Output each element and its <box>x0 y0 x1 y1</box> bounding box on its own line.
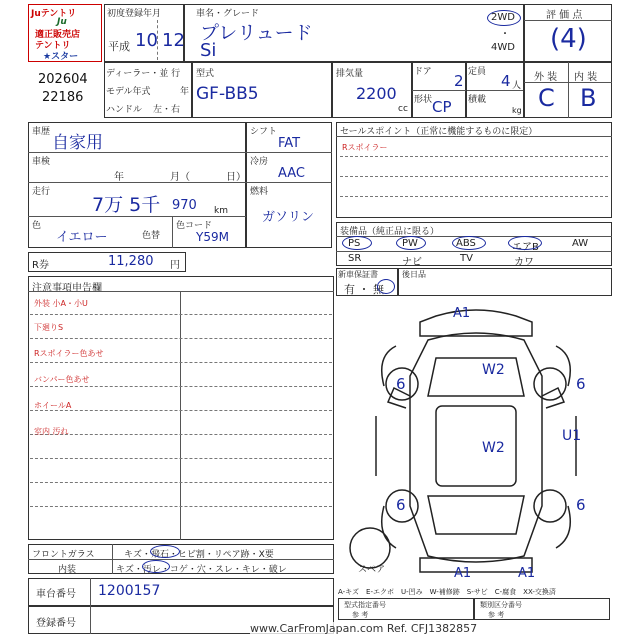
note-item-3: Rスポイラー色あせ <box>34 349 104 358</box>
logo-shop-name: 適正販売店 <box>35 30 81 40</box>
damage-legend: A-キズ E-エクボ U-凹み W-補修跡 S-サビ C-腐食 XX-交換済 <box>338 588 556 596</box>
equip-navi: ナビ <box>402 257 422 268</box>
legend-3a: 類別区分番号 <box>480 601 522 609</box>
yen-unit: 円 <box>170 260 180 271</box>
mileage-value: 7万 5千 <box>92 194 161 216</box>
car-name: プレリュード <box>200 22 313 44</box>
model-year-label: モデル年式 <box>106 87 151 97</box>
color-label: 色 <box>32 221 42 231</box>
equip-airbag: エアB <box>512 242 539 253</box>
diagram-mark-roof: W2 <box>482 440 505 456</box>
sales-point-item: Rスポイラー <box>342 143 388 152</box>
handle-opts: 左・右 <box>153 105 181 115</box>
legend-3b: 参 考 <box>488 611 505 619</box>
interior-circle <box>142 560 170 573</box>
diagram-mark-right: U1 <box>562 428 582 444</box>
door-label: ドア <box>414 67 432 77</box>
equip-ps-circle <box>342 236 372 250</box>
shape-value: CP <box>432 98 452 116</box>
equip-tv: TV <box>460 253 473 264</box>
ext-grade: C <box>538 84 555 112</box>
capacity-value: 4 <box>501 72 511 90</box>
ac-label: 冷房 <box>250 157 269 167</box>
recycle-value: 11,280 <box>108 254 154 269</box>
notes-label: 注意事項申告欄 <box>32 283 102 294</box>
logo-shop-ju: Ju <box>57 17 67 27</box>
equipment-label: 装備品（純正品に限る） <box>340 227 440 237</box>
warranty-none-circle <box>377 279 395 294</box>
warranty-value: 有 ・ 無 <box>344 283 384 296</box>
shift-label: シフト <box>250 127 278 137</box>
fuel-label: 燃料 <box>250 187 269 197</box>
inspection-year: 年 <box>114 172 124 183</box>
ac-value: AAC <box>278 166 305 181</box>
logo-brand: Juテントリ <box>31 9 77 19</box>
int-label: 内 装 <box>574 72 598 83</box>
kg-unit: kg <box>512 106 522 115</box>
later-label: 後日品 <box>402 270 426 279</box>
fuel-value: ガソリン <box>262 210 315 225</box>
note-item-4: バンパー色あせ <box>34 375 90 384</box>
diagram-mark-top: A1 <box>453 306 471 321</box>
equip-sr: SR <box>348 253 362 264</box>
inspection-day: 日） <box>226 172 246 183</box>
handle-label: ハンドル <box>106 105 143 115</box>
load-label: 積載 <box>468 95 487 105</box>
type-value: GF-BB5 <box>196 84 259 104</box>
usage-value: 自家用 <box>52 133 103 153</box>
first-reg-label: 初度登録年月 <box>107 9 162 19</box>
equip-abs: ABS <box>456 238 476 249</box>
note-item-1: 外装 小A・小U <box>34 299 88 308</box>
later-box <box>398 268 612 296</box>
type-label: 型式 <box>196 69 215 79</box>
equip-airbag-circle <box>508 236 542 250</box>
car-grade: Si <box>200 40 217 61</box>
drive-2wd-label: 2WD <box>491 12 515 23</box>
capacity-unit: 人 <box>512 81 522 91</box>
displacement-label: 排気量 <box>336 69 364 79</box>
front-glass-circle <box>150 545 180 558</box>
era-label: 平成 <box>108 40 130 53</box>
shape-label: 形状 <box>414 95 433 105</box>
equip-leather: カワ <box>514 257 534 268</box>
dealer-label: ディーラー・並 行 <box>106 69 181 79</box>
equip-pw: PW <box>402 238 418 249</box>
cc-unit: cc <box>398 104 408 114</box>
model-year-unit: 年 <box>180 87 190 97</box>
diagram-mark-br: A1 <box>518 566 536 581</box>
interior-label: 内装 <box>58 565 77 575</box>
legend-2a: 型式指定番号 <box>344 601 386 609</box>
watermark: www.CarFromJapan.com Ref. CFJ1382857 <box>250 622 478 635</box>
front-glass-label: フロントガラス <box>32 550 95 560</box>
diagram-mark-bl: A1 <box>454 566 472 581</box>
inspection-month: 月（ <box>170 172 190 183</box>
note-item-5: ホイールA <box>34 401 72 410</box>
score-value: (4) <box>550 24 587 54</box>
first-reg-year: 10 <box>135 30 158 51</box>
diagram-mark-rr: 6 <box>576 496 586 514</box>
displacement-value: 2200 <box>356 84 397 103</box>
chassis-label: 車台番号 <box>36 589 76 600</box>
diagram-mark-hood: W2 <box>482 362 505 378</box>
car-name-label: 車名・グレード <box>196 9 260 19</box>
drive-4wd-label: 4WD <box>491 42 515 53</box>
lot-number-2: 22186 <box>42 90 84 105</box>
spare-label: スペア <box>358 565 386 575</box>
door-value: 2 <box>454 72 464 90</box>
logo-shop-tentori: テントリ <box>35 41 71 51</box>
lot-number-1: 202604 <box>38 72 88 87</box>
equip-pw-circle <box>396 236 426 250</box>
usage-label: 車歴 <box>32 127 51 137</box>
note-item-6: 室内 汚れ <box>34 427 69 436</box>
interior-opts: キズ・汚レ・コゲ・穴・スレ・キレ・破レ <box>116 565 287 575</box>
score-label: 評 価 点 <box>546 10 583 21</box>
first-reg-month: 12 <box>162 30 185 51</box>
equip-abs-circle <box>452 236 486 250</box>
note-item-2: 下廻りS <box>34 323 64 332</box>
mileage-label: 走行 <box>32 187 51 197</box>
int-grade: B <box>580 84 597 112</box>
shift-value: FAT <box>278 136 301 151</box>
diagram-mark-fr: 6 <box>576 375 586 393</box>
inspection-label: 車検 <box>32 157 51 167</box>
color-value: イエロー <box>56 230 108 245</box>
color-change-label: 色替 <box>142 231 161 241</box>
notes-box <box>28 276 334 540</box>
ext-label: 外 装 <box>534 72 558 83</box>
reg-label: 登録番号 <box>36 618 76 629</box>
color-code-label: 色コード <box>176 221 213 231</box>
chassis-value: 1200157 <box>98 583 161 599</box>
equip-aw: AW <box>572 238 589 249</box>
warranty-label: 新車保証書 <box>338 270 378 279</box>
color-code-value: Y59M <box>196 230 229 244</box>
logo-block <box>28 4 102 62</box>
diagram-mark-fl: 6 <box>396 375 406 393</box>
equip-ps: PS <box>348 238 361 249</box>
recycle-label: R券 <box>32 260 49 271</box>
km-unit: km <box>214 206 228 216</box>
recycle-box <box>28 252 186 272</box>
front-glass-opts: キズ・飛石・ヒビ割・リペア跡・X要 <box>124 550 274 560</box>
mileage-extra: 970 <box>172 198 197 213</box>
diagram-mark-rl: 6 <box>396 496 406 514</box>
legend-2b: 参 考 <box>352 611 369 619</box>
capacity-label: 定員 <box>468 67 487 77</box>
drive-sep: ・ <box>500 29 510 40</box>
sales-points-label: セールスポイント（正常に機能するものに限定） <box>340 127 538 137</box>
logo-shop-star: ★スター <box>43 52 79 62</box>
